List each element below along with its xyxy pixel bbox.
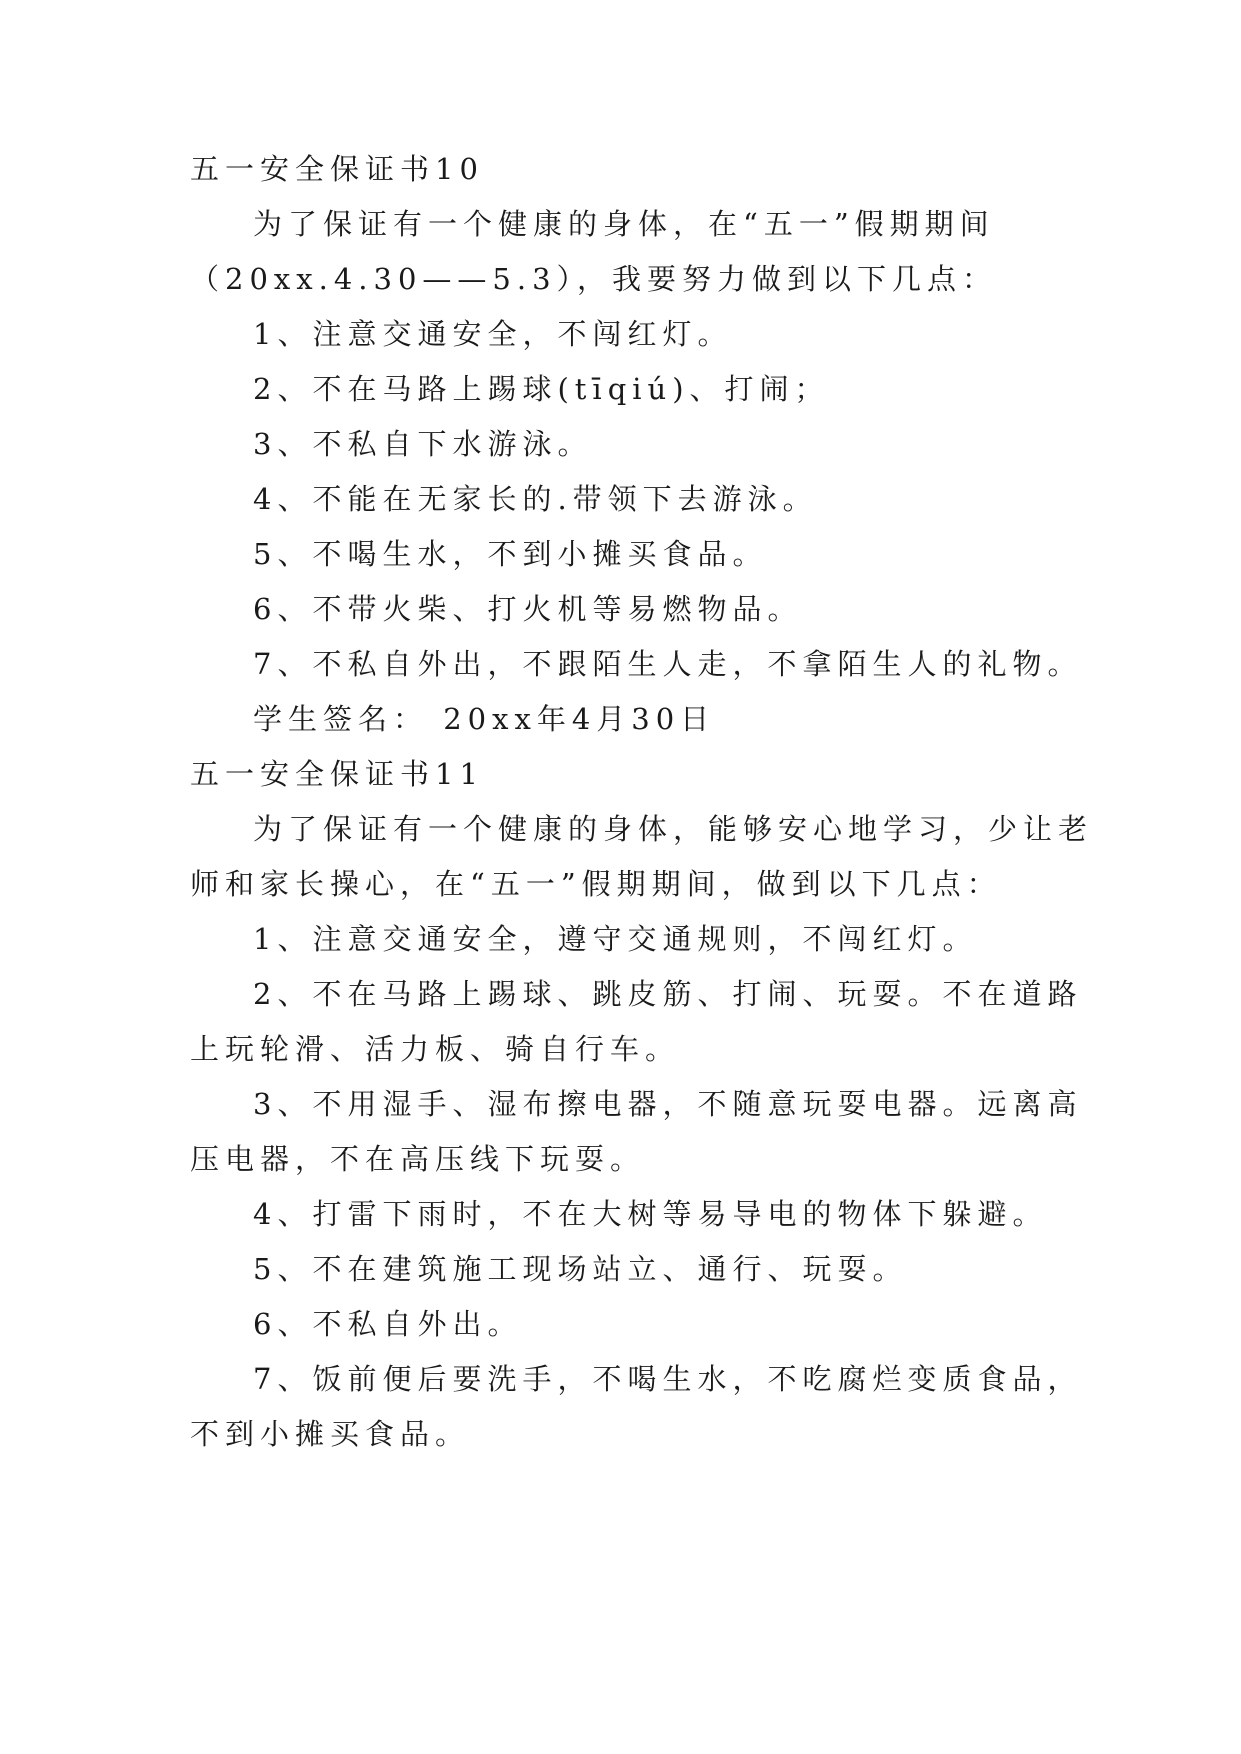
doc11-item-5: 5、不在建筑施工现场站立、通行、玩耍。 [253, 1252, 908, 1286]
doc11-title: 五一安全保证书11 [190, 757, 484, 791]
doc11-intro-line1: 为了保证有一个健康的身体，能够安心地学习，少让老 [253, 812, 1094, 846]
doc11-item-1: 1、注意交通安全，遵守交通规则，不闯红灯。 [253, 922, 978, 956]
doc11-intro-line2: 师和家长操心，在“五一”假期期间，做到以下几点： [190, 867, 1002, 901]
doc11-item-3-line2: 压电器，不在高压线下玩耍。 [190, 1142, 646, 1176]
doc10-item-5: 5、不喝生水，不到小摊买食品。 [253, 537, 768, 571]
doc10-signature: 学生签名： 20xx年4月30日 [253, 702, 716, 736]
doc10-item-4: 4、不能在无家长的.带领下去游泳。 [253, 482, 818, 516]
doc11-item-3-line1: 3、不用湿手、湿布擦电器，不随意玩耍电器。远离高 [253, 1087, 1083, 1121]
doc11-item-4: 4、打雷下雨时，不在大树等易导电的物体下躲避。 [253, 1197, 1048, 1231]
doc10-item-7: 7、不私自外出，不跟陌生人走，不拿陌生人的礼物。 [253, 647, 1083, 681]
doc11-item-2-line1: 2、不在马路上踢球、跳皮筋、打闹、玩耍。不在道路 [253, 977, 1083, 1011]
doc10-intro-line1: 为了保证有一个健康的身体，在“五一”假期期间 [253, 207, 995, 241]
doc11-item-6: 6、不私自外出。 [253, 1307, 523, 1341]
doc10-title: 五一安全保证书10 [190, 152, 484, 186]
doc10-item-2: 2、不在马路上踢球(tīqiú)、打闹； [253, 372, 830, 406]
doc10-item-6: 6、不带火柴、打火机等易燃物品。 [253, 592, 803, 626]
doc10-item-1: 1、注意交通安全，不闯红灯。 [253, 317, 733, 351]
doc11-item-7-line1: 7、饭前便后要洗手，不喝生水，不吃腐烂变质食品， [253, 1362, 1083, 1396]
doc10-intro-line2: （20xx.4.30——5.3），我要努力做到以下几点： [190, 262, 998, 296]
doc10-item-3: 3、不私自下水游泳。 [253, 427, 593, 461]
doc11-item-7-line2: 不到小摊买食品。 [190, 1417, 471, 1451]
doc11-item-2-line2: 上玩轮滑、活力板、骑自行车。 [190, 1032, 681, 1066]
